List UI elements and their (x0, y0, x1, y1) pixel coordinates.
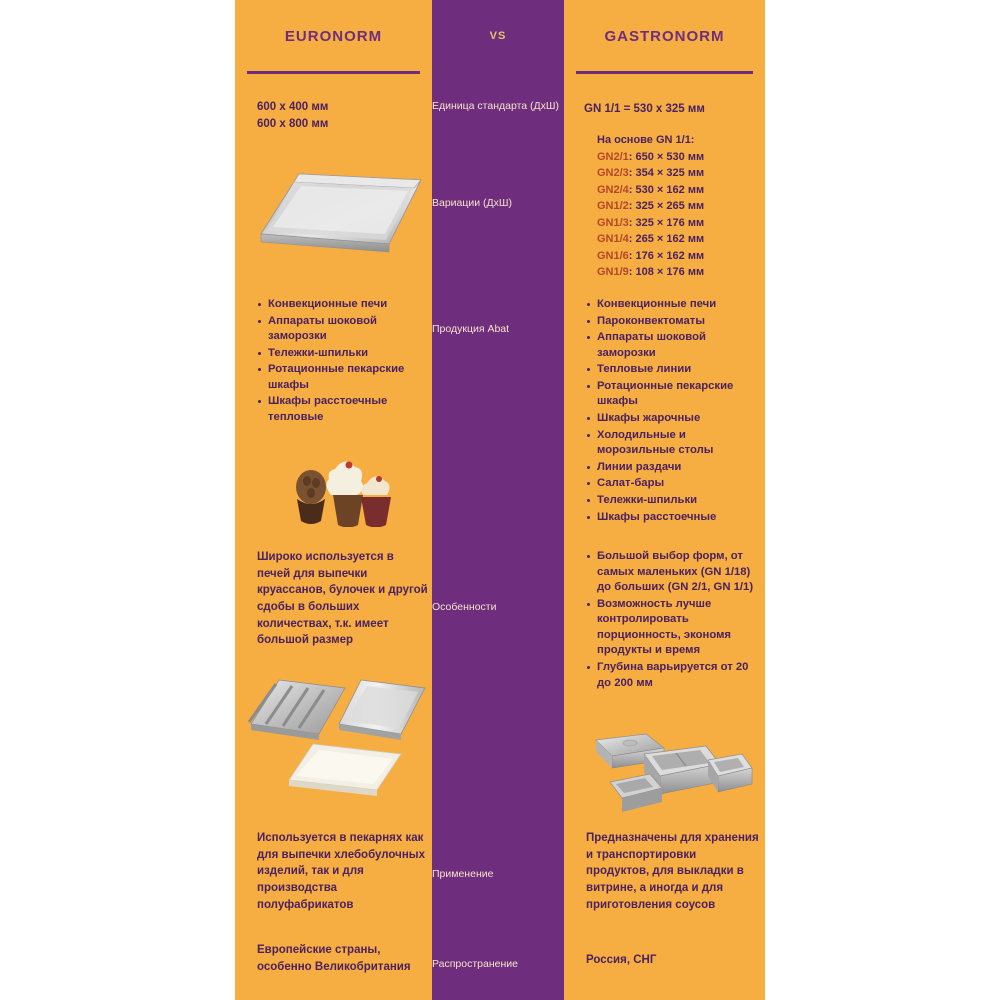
label-products: Продукция Abat (432, 323, 510, 335)
list-item: Тепловые линии (586, 362, 758, 378)
list-item: Глубина варьируется от 20 до 200 мм (586, 660, 758, 691)
list-item: Аппараты шоковой заморозки (257, 314, 425, 345)
column-labels (432, 0, 564, 1000)
euronorm-application-text: Используется в пекарнях как для выпечки хлебобулочных изделий, так и для производства полуфабрикатов (257, 832, 426, 911)
column-gastronorm (564, 0, 765, 1000)
list-item: Тележки-шпильки (257, 346, 425, 362)
gastronorm-features-list (586, 549, 758, 692)
variations-intro: На основе GN 1/1: (597, 134, 695, 146)
gastronorm-containers-photo (574, 730, 759, 815)
label-unit-standard: Единица стандарта (ДхШ) (432, 100, 560, 112)
cupcakes-photo (283, 443, 401, 535)
euronorm-header-rule (247, 71, 420, 74)
gastronorm-header (564, 0, 765, 72)
gastronorm-application-text: Предназначены для хранения и транспортировки продуктов, для выкладки в витрине, а иногда и для приготовления соусов (586, 832, 759, 911)
list-item: Пароконвектоматы (586, 314, 758, 330)
variation-row: GN1/4: 265 × 162 мм (597, 233, 705, 245)
label-application: Применение (432, 868, 494, 880)
variation-row: GN1/2: 325 × 265 мм (597, 200, 705, 212)
euronorm-unit-standard (257, 99, 422, 132)
list-item: Тележки-шпильки (586, 493, 758, 509)
list-item: Аппараты шоковой заморозки (586, 330, 758, 361)
gastronorm-distribution-text: Россия, СНГ (586, 954, 657, 966)
euronorm-unit-line-1: 600 х 400 мм (257, 101, 329, 113)
label-features: Особенности (432, 601, 497, 613)
baking-tray-photo (255, 160, 430, 270)
comparison-infographic (235, 0, 765, 1000)
list-item: Конвекционные печи (257, 297, 425, 313)
vs-header (432, 0, 564, 72)
list-item: Возможность лучше контролировать порционность, экономя продукты и время (586, 597, 758, 659)
variation-row: GN2/3: 354 × 325 мм (597, 167, 705, 179)
euronorm-products-list (257, 297, 425, 427)
euronorm-distribution-text: Европейские страны, особенно Великобритания (257, 944, 411, 973)
list-item: Конвекционные печи (586, 297, 758, 313)
euronorm-features-text: Широко используется в печей для выпечки круассанов, булочек и другой сдобы в больших количествах, т.к. имеет большой размер (257, 551, 428, 647)
variation-row: GN1/9: 108 × 176 мм (597, 266, 705, 278)
euronorm-header (235, 0, 432, 72)
list-item: Шкафы жарочные (586, 411, 758, 427)
list-item: Линии раздачи (586, 460, 758, 476)
gastronorm-variations (597, 132, 765, 281)
vs-label: VS (489, 30, 507, 42)
variation-row: GN1/3: 325 × 176 мм (597, 216, 705, 229)
euronorm-unit-line-2: 600 х 800 мм (257, 117, 329, 130)
variation-row: GN1/6: 176 × 162 мм (597, 249, 705, 262)
label-distribution: Распространение (432, 958, 518, 970)
label-variations: Вариации (ДхШ) (432, 197, 513, 209)
list-item: Ротационные пекарские шкафы (586, 379, 758, 410)
euronorm-title: EURONORM (284, 27, 383, 45)
list-item: Шкафы расстоечные тепловые (257, 394, 425, 425)
gastronorm-header-rule (576, 71, 753, 74)
list-item: Шкафы расстоечные (586, 510, 758, 526)
variation-row: GN2/1: 650 × 530 мм (597, 150, 705, 163)
gastronorm-title: GASTRONORM (604, 27, 725, 45)
gastronorm-products-list (586, 297, 758, 526)
list-item: Холодильные и морозильные столы (586, 428, 758, 459)
variation-row: GN2/4: 530 × 162 мм (597, 183, 705, 196)
list-item: Большой выбор форм, от самых маленьких (GN 1/18) до больших (GN 2/1, GN 1/1) (586, 549, 758, 596)
list-item: Ротационные пекарские шкафы (257, 362, 425, 393)
list-item: Салат-бары (586, 476, 758, 492)
column-euronorm (235, 0, 432, 1000)
baguette-trays-photo (247, 672, 432, 800)
gastronorm-unit-standard: GN 1/1 = 530 х 325 мм (584, 103, 705, 115)
